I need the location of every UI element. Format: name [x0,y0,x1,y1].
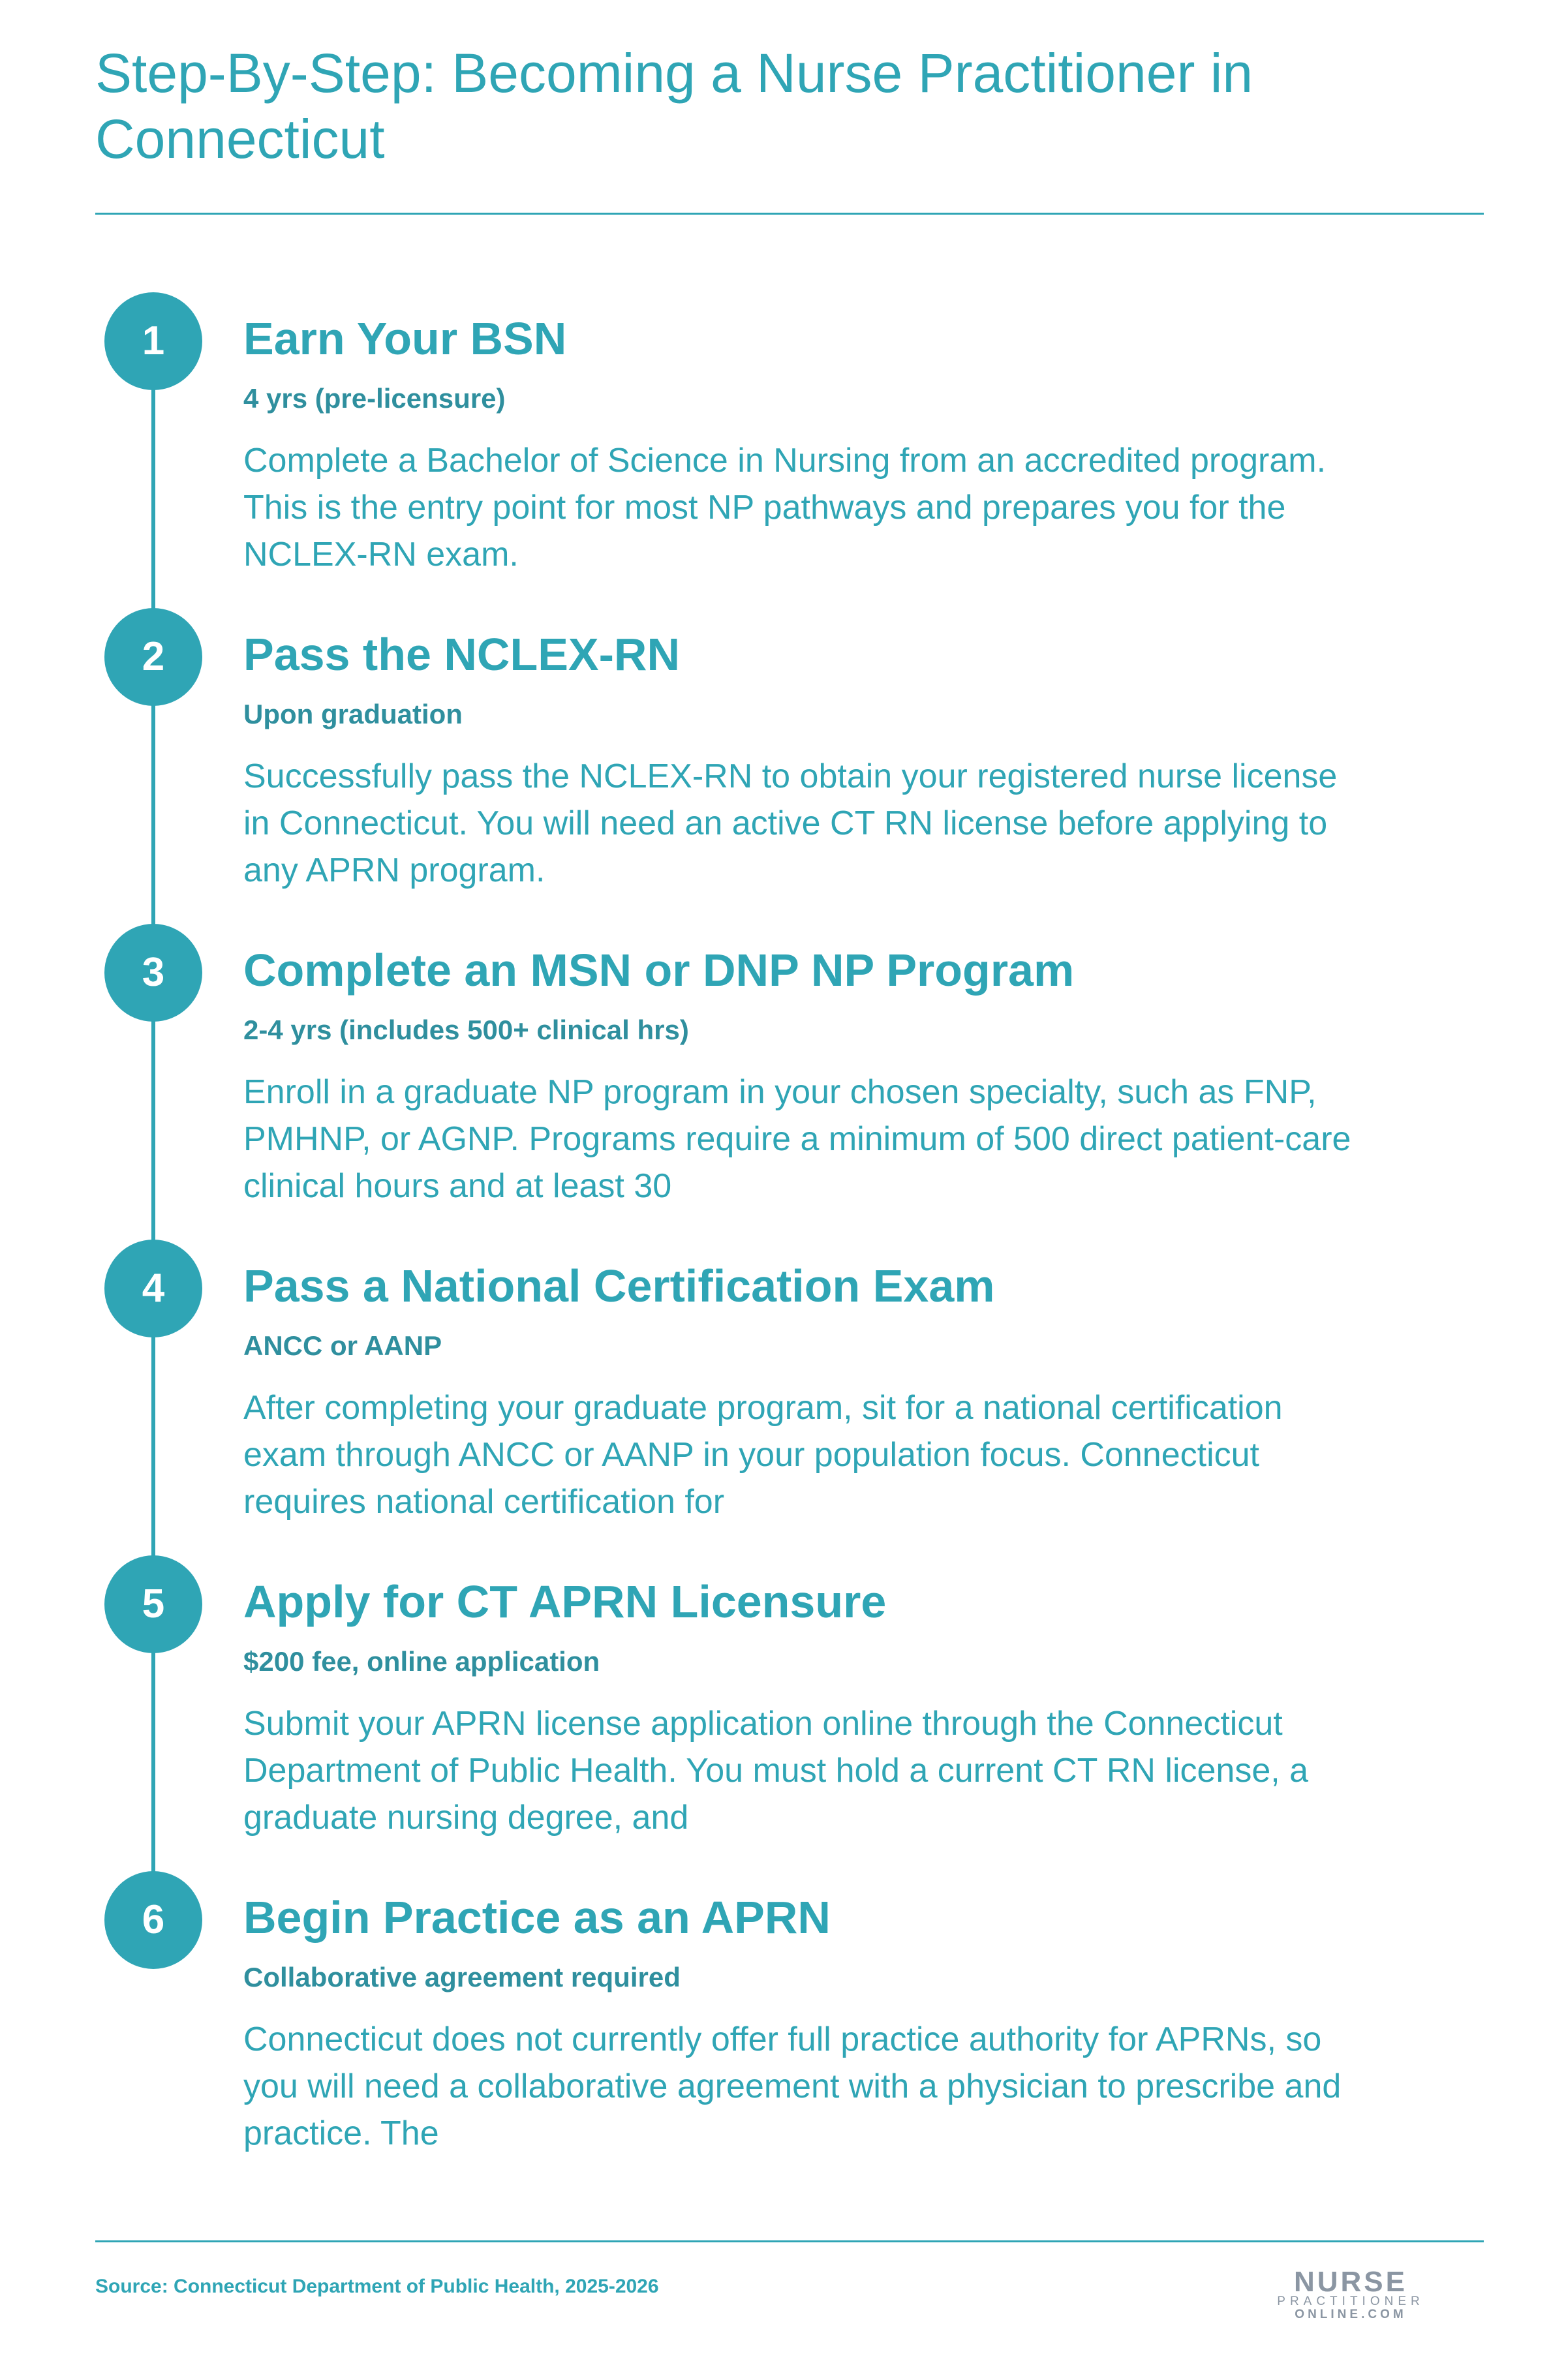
step-subtitle: Collaborative agreement required [243,1962,681,1992]
logo-wordmark: NURSE [1293,2266,1408,2298]
step-description: Submit your APRN license application online through the Connecticut Department of Public Health. You must hold a current CT RN license, a graduate nursing degree, and [243,1705,1309,1837]
step-3 [0,924,1566,1205]
step-title: Pass a National Certification Exam [243,1260,995,1311]
step-subtitle: 4 yrs (pre-licensure) [243,383,506,414]
step-description: After completing your graduate program, sit for a national certification exam through ANCC or AANP in your population focus. Connecticut requires national certification for [243,1389,1283,1521]
step-subtitle: $200 fee, online application [243,1646,600,1677]
logo-subline: PRACTITIONER [1277,2295,1424,2308]
step-title: Begin Practice as an APRN [243,1892,831,1943]
step-number-badge: 3 [104,924,202,1022]
source-citation: Source: Connecticut Department of Public Health, 2025-2026 [95,2276,659,2297]
step-subtitle: 2-4 yrs (includes 500+ clinical hrs) [243,1015,689,1045]
brand-logo [1240,2266,1462,2328]
step-subtitle: ANCC or AANP [243,1330,442,1361]
step-number-badge: 5 [104,1555,202,1653]
step-number-badge: 4 [104,1240,202,1337]
step-number-badge: 1 [104,292,202,390]
step-description: Connecticut does not currently offer full practice authority for APRNs, so you will need a collaborative agreement with a physician to prescribe and practice. The [243,2021,1342,2152]
header-divider [95,213,1484,215]
step-description: Complete a Bachelor of Science in Nursing from an accredited program. This is the entry point for most NP pathways and prepares you for the NCLEX-RN exam. [243,442,1327,573]
step-number-badge: 6 [104,1871,202,1969]
step-title: Earn Your BSN [243,313,567,364]
step-4 [0,1240,1566,1521]
step-5 [0,1555,1566,1837]
step-2 [0,608,1566,889]
step-subtitle: Upon graduation [243,699,463,729]
step-title: Complete an MSN or DNP NP Program [243,945,1075,996]
step-6 [0,1871,1566,2152]
step-description: Enroll in a graduate NP program in your chosen specialty, such as FNP, PMHNP, or AGNP. Programs require a minimum of 500 direct patient-care clinical hours and at least 30 [243,1073,1351,1205]
page-title: Step-By-Step: Becoming a Nurse Practitioner in Connecticut [95,42,1253,170]
logo-domain: ONLINE.COM [1295,2308,1407,2321]
step-title: Pass the NCLEX-RN [243,629,681,680]
step-description: Successfully pass the NCLEX-RN to obtain your registered nurse license in Connecticut. You will need an active CT RN license before applying to any APRN program. [243,757,1338,889]
step-number-badge: 2 [104,608,202,706]
footer-divider [95,2240,1484,2242]
step-title: Apply for CT APRN Licensure [243,1576,887,1627]
step-1 [0,292,1566,573]
